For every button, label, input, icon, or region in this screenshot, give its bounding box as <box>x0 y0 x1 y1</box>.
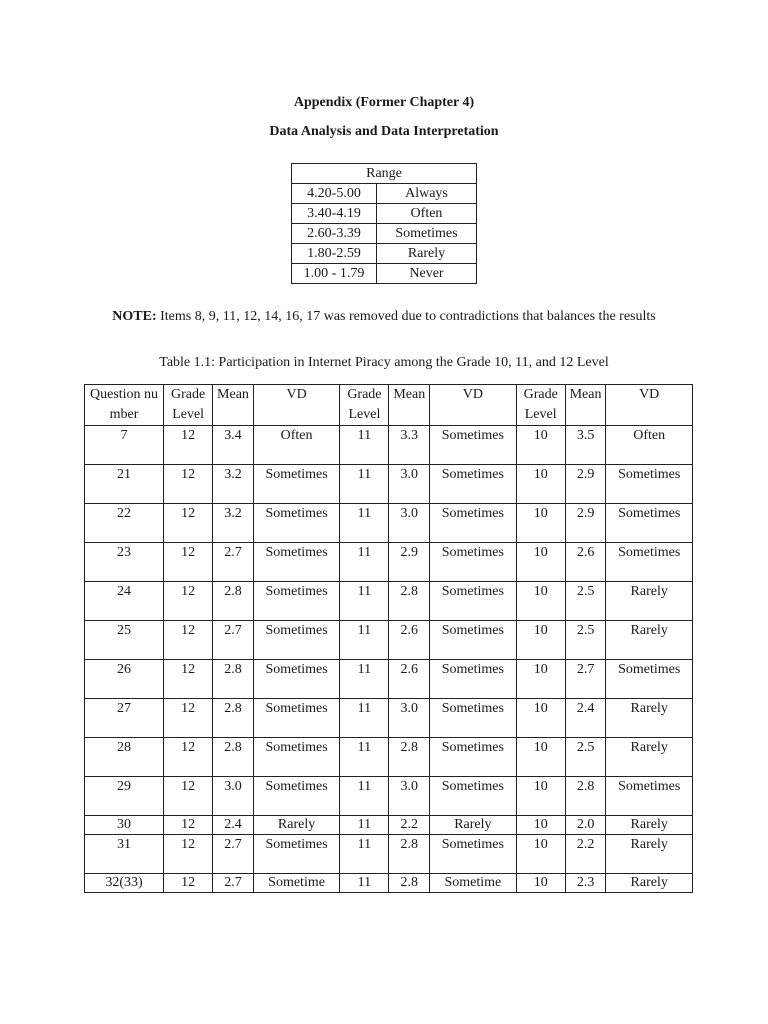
table-cell: 23 <box>85 543 164 582</box>
table-cell: Sometimes <box>430 543 517 582</box>
table-cell: 31 <box>85 835 164 874</box>
table-row <box>85 621 693 660</box>
table-cell: Sometimes <box>253 835 340 874</box>
table-cell: 10 <box>516 660 565 699</box>
table-row <box>85 816 693 835</box>
table-cell: 2.2 <box>389 816 430 835</box>
table-row <box>85 465 693 504</box>
table-cell: 2.6 <box>565 543 606 582</box>
table-cell: Sometimes <box>253 621 340 660</box>
note-text: Items 8, 9, 11, 12, 14, 16, 17 was removed due to contradictions that balances the results <box>160 309 656 324</box>
table-row <box>85 543 693 582</box>
table-cell: 2.8 <box>389 582 430 621</box>
table-cell: 11 <box>340 621 389 660</box>
table-cell: Sometime <box>253 874 340 893</box>
table-cell: Sometimes <box>606 660 693 699</box>
table-cell: 21 <box>85 465 164 504</box>
range-header: Range <box>292 164 477 184</box>
table-cell: 10 <box>516 543 565 582</box>
column-header: Grade Level <box>340 385 389 426</box>
table-cell: 2.7 <box>213 835 254 874</box>
range-row <box>292 264 477 284</box>
table-cell: Sometimes <box>430 660 517 699</box>
range-row <box>292 224 477 244</box>
table-cell: 12 <box>164 582 213 621</box>
column-header: Grade Level <box>164 385 213 426</box>
table-cell: 26 <box>85 660 164 699</box>
table-cell: 2.6 <box>389 621 430 660</box>
section-title: Data Analysis and Data Interpretation <box>269 124 499 139</box>
table-cell: Sometimes <box>430 582 517 621</box>
table-cell: 3.0 <box>389 699 430 738</box>
note-label: NOTE: <box>112 309 157 324</box>
table-cell: Sometimes <box>253 777 340 816</box>
column-header: Mean <box>213 385 254 426</box>
table-cell: Rarely <box>430 816 517 835</box>
column-header: Question number <box>85 385 164 426</box>
table-row <box>85 777 693 816</box>
table-cell: 2.8 <box>389 835 430 874</box>
table-cell: 12 <box>164 660 213 699</box>
table-cell: 2.7 <box>213 874 254 893</box>
range-row <box>292 184 477 204</box>
table-cell: 2.8 <box>389 738 430 777</box>
table-cell: 11 <box>340 816 389 835</box>
table-cell: 12 <box>164 777 213 816</box>
range-table <box>291 163 477 284</box>
table-cell: 2.5 <box>565 582 606 621</box>
table-cell: 11 <box>340 874 389 893</box>
table-caption: Table 1.1: Participation in Internet Piracy among the Grade 10, 11, and 12 Level <box>159 355 609 370</box>
table-cell: Sometimes <box>253 738 340 777</box>
range-label: Always <box>377 184 477 204</box>
table-cell: Sometimes <box>430 738 517 777</box>
table-row <box>85 874 693 893</box>
table-cell: 3.2 <box>213 465 254 504</box>
table-cell: Sometimes <box>253 543 340 582</box>
table-cell: Rarely <box>253 816 340 835</box>
table-cell: 2.8 <box>213 582 254 621</box>
table-cell: Rarely <box>606 835 693 874</box>
table-cell: 2.8 <box>213 660 254 699</box>
table-row <box>85 835 693 874</box>
table-cell: Sometime <box>430 874 517 893</box>
table-cell: 11 <box>340 777 389 816</box>
table-cell: Sometimes <box>253 660 340 699</box>
table-cell: 11 <box>340 543 389 582</box>
range-value: 1.80-2.59 <box>292 244 377 264</box>
table-cell: 11 <box>340 426 389 465</box>
table-cell: 2.7 <box>213 621 254 660</box>
table-cell: 3.5 <box>565 426 606 465</box>
table-cell: Rarely <box>606 738 693 777</box>
table-cell: 12 <box>164 835 213 874</box>
table-cell: 12 <box>164 543 213 582</box>
table-cell: Sometimes <box>253 582 340 621</box>
table-cell: Rarely <box>606 874 693 893</box>
table-cell: 2.8 <box>213 699 254 738</box>
table-cell: 2.4 <box>565 699 606 738</box>
table-cell: Often <box>253 426 340 465</box>
table-cell: Sometimes <box>606 504 693 543</box>
appendix-title: Appendix (Former Chapter 4) <box>293 95 475 110</box>
table-cell: 3.2 <box>213 504 254 543</box>
table-cell: 30 <box>85 816 164 835</box>
table-cell: Sometimes <box>253 504 340 543</box>
table-cell: 2.5 <box>565 621 606 660</box>
table-cell: Rarely <box>606 816 693 835</box>
table-row <box>85 426 693 465</box>
table-cell: 10 <box>516 738 565 777</box>
table-cell: 12 <box>164 504 213 543</box>
table-cell: Rarely <box>606 699 693 738</box>
table-cell: 3.0 <box>389 777 430 816</box>
table-cell: Sometimes <box>430 835 517 874</box>
table-row <box>85 699 693 738</box>
table-cell: 11 <box>340 835 389 874</box>
table-cell: 2.9 <box>565 504 606 543</box>
table-row <box>85 504 693 543</box>
table-cell: 24 <box>85 582 164 621</box>
table-cell: 10 <box>516 426 565 465</box>
table-cell: 2.7 <box>565 660 606 699</box>
table-cell: 12 <box>164 738 213 777</box>
table-cell: 3.0 <box>389 465 430 504</box>
table-cell: 10 <box>516 874 565 893</box>
table-cell: 11 <box>340 582 389 621</box>
table-cell: 2.5 <box>565 738 606 777</box>
range-label: Never <box>377 264 477 284</box>
range-label: Rarely <box>377 244 477 264</box>
table-cell: 11 <box>340 660 389 699</box>
table-cell: 2.6 <box>389 660 430 699</box>
table-cell: 11 <box>340 504 389 543</box>
table-cell: 2.9 <box>389 543 430 582</box>
table-cell: Sometimes <box>606 777 693 816</box>
table-cell: 2.8 <box>389 874 430 893</box>
table-cell: 2.4 <box>213 816 254 835</box>
table-cell: Sometimes <box>430 426 517 465</box>
table-cell: 7 <box>85 426 164 465</box>
table-cell: 25 <box>85 621 164 660</box>
table-cell: 2.8 <box>213 738 254 777</box>
table-cell: Often <box>606 426 693 465</box>
table-cell: 12 <box>164 621 213 660</box>
table-cell: 10 <box>516 465 565 504</box>
table-cell: 12 <box>164 426 213 465</box>
column-header: Grade Level <box>516 385 565 426</box>
table-row <box>85 660 693 699</box>
column-header: VD <box>430 385 517 426</box>
table-cell: 22 <box>85 504 164 543</box>
range-row <box>292 244 477 264</box>
table-cell: 2.7 <box>213 543 254 582</box>
table-cell: 10 <box>516 835 565 874</box>
table-cell: Sometimes <box>606 465 693 504</box>
range-label: Sometimes <box>377 224 477 244</box>
participation-table <box>84 384 693 893</box>
table-cell: Sometimes <box>430 699 517 738</box>
note <box>0 309 768 325</box>
table-cell: Sometimes <box>430 465 517 504</box>
table-cell: 11 <box>340 465 389 504</box>
table-cell: Sometimes <box>606 543 693 582</box>
table-cell: Rarely <box>606 621 693 660</box>
table-cell: Sometimes <box>430 621 517 660</box>
range-value: 2.60-3.39 <box>292 224 377 244</box>
table-row <box>85 582 693 621</box>
table-cell: 2.2 <box>565 835 606 874</box>
table-cell: 10 <box>516 621 565 660</box>
range-value: 3.40-4.19 <box>292 204 377 224</box>
range-label: Often <box>377 204 477 224</box>
table-cell: Sometimes <box>430 777 517 816</box>
table-cell: 10 <box>516 816 565 835</box>
table-cell: Sometimes <box>253 699 340 738</box>
table-cell: 12 <box>164 465 213 504</box>
range-row <box>292 204 477 224</box>
table-cell: 10 <box>516 582 565 621</box>
range-value: 1.00 - 1.79 <box>292 264 377 284</box>
table-row <box>85 738 693 777</box>
table-cell: 29 <box>85 777 164 816</box>
table-cell: 2.3 <box>565 874 606 893</box>
table-cell: 12 <box>164 816 213 835</box>
table-cell: 3.3 <box>389 426 430 465</box>
table-cell: 32(33) <box>85 874 164 893</box>
table-cell: 12 <box>164 699 213 738</box>
table-cell: 10 <box>516 699 565 738</box>
column-header: VD <box>606 385 693 426</box>
table-cell: Rarely <box>606 582 693 621</box>
range-value: 4.20-5.00 <box>292 184 377 204</box>
table-cell: 11 <box>340 699 389 738</box>
column-header: Mean <box>565 385 606 426</box>
column-header: Mean <box>389 385 430 426</box>
range-header-row <box>292 164 477 184</box>
table-cell: 3.0 <box>213 777 254 816</box>
table-header-row <box>85 385 693 426</box>
table-cell: 10 <box>516 777 565 816</box>
table-cell: 2.0 <box>565 816 606 835</box>
table-cell: 11 <box>340 738 389 777</box>
table-cell: 12 <box>164 874 213 893</box>
table-cell: 28 <box>85 738 164 777</box>
table-cell: 27 <box>85 699 164 738</box>
table-cell: 3.0 <box>389 504 430 543</box>
table-cell: Sometimes <box>430 504 517 543</box>
table-cell: 3.4 <box>213 426 254 465</box>
table-cell: 2.9 <box>565 465 606 504</box>
table-cell: 2.8 <box>565 777 606 816</box>
column-header: VD <box>253 385 340 426</box>
table-cell: Sometimes <box>253 465 340 504</box>
table-cell: 10 <box>516 504 565 543</box>
